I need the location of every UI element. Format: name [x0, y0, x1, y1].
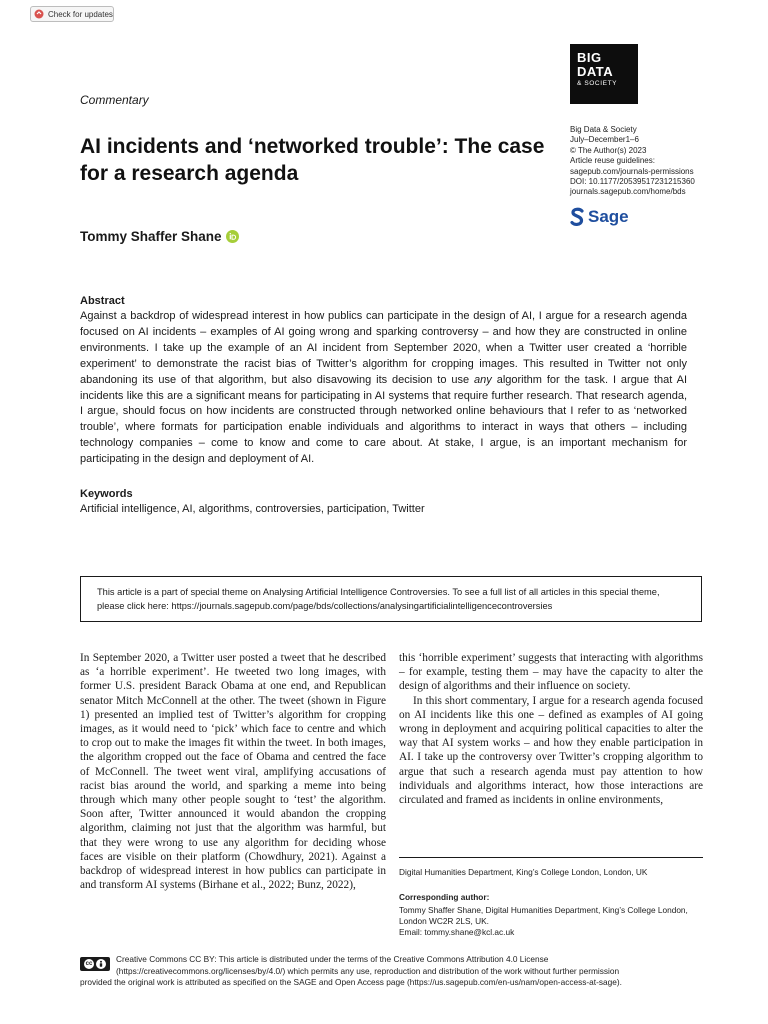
journal-meta — [570, 125, 750, 198]
journal-home-link[interactable]: journals.sagepub.com/home/bds — [570, 187, 686, 197]
check-for-updates-label: Check for updates — [48, 9, 113, 19]
permissions-link[interactable]: sagepub.com/journals-permissions — [570, 166, 694, 176]
reuse-guidelines: Article reuse guidelines: — [570, 156, 655, 166]
doi[interactable]: DOI: 10.1177/20539517231215360 — [570, 177, 695, 187]
abstract-text — [80, 309, 687, 468]
by-person-icon — [96, 959, 106, 969]
keywords-text: Artificial intelligence, AI, algorithms, controversies, participation, Twitter — [80, 503, 425, 515]
corresponding-author-email[interactable]: Email: tommy.shane@kcl.ac.uk — [399, 927, 515, 937]
article-title: AI incidents and ‘networked trouble’: The case for a research agenda — [80, 135, 545, 185]
body-paragraph: In this short commentary, I argue for a research agenda focused on AI incidents like this one – defined as examples of AI going wrong in deployment and acquiring political capacities to alter the way that AI system works – and how they enable participation in AI. I take up the controversy over Twitter’s cropping algorithm to argue that such a research agenda must pay attention to how individuals and algorithms interact, how those interactions are circulated and framed as incidents in online environments, — [399, 694, 703, 807]
keywords-heading: Keywords — [80, 488, 133, 500]
journal-logo — [570, 44, 638, 104]
license-text-continued: provided the original work is attributed as specified on the SAGE and Open Access page (https://us.sagepub.com/en-us/nam/open-access-at-sage). — [80, 977, 622, 987]
affiliation: Digital Humanities Department, King’s College London, London, UK — [399, 867, 648, 877]
check-for-updates-button[interactable] — [30, 6, 114, 22]
abstract-part2: algorithm for the task. I argue that AI incidents like this are a significant means for participating in AI systems that require further research. That research agenda, I argue, should focus on how incidents are constructed through networked online behaviours that I refer to as ‘networked trouble’, where formats for participation enable individuals and algorithms to interact in ways that others – including technology companies – come to know and come to care about. At stake, I argue, is an important mechanism for participating in the design and deployment of AI. — [80, 373, 687, 466]
abstract-part1: Against a backdrop of widespread interest in how publics can participate in the design of AI, I argue for a research agenda focused on AI incidents – examples of AI going wrong and sparking controversy – and how they are constructed in online environments. I take up the example of an AI incident from September 2020, when a Twitter user created a ‘horrible experiment’ to demonstrate the racist bias of Twitter’s algorithm for cropping images. This resulted in Twitter not only abandoning its use of that algorithm, but also disavowing its decision to use — [80, 310, 687, 386]
journal-logo-line3: & SOCIETY — [577, 80, 618, 87]
abstract-italic: any — [474, 373, 492, 386]
author-line — [80, 229, 239, 244]
author-name: Tommy Shaffer Shane — [80, 229, 222, 244]
cc-by-badge[interactable] — [80, 957, 110, 971]
abstract-heading: Abstract — [80, 295, 125, 307]
corresponding-author-heading: Corresponding author: — [399, 892, 490, 902]
orcid-icon[interactable] — [226, 230, 239, 243]
corresponding-author-address: Tommy Shaffer Shane, Digital Humanities Department, King’s College London, London WC2R 2LS, UK. — [399, 905, 688, 926]
journal-logo-line1: BIG — [577, 50, 602, 65]
special-theme-box — [80, 576, 702, 622]
copyright: © The Author(s) 2023 — [570, 145, 647, 155]
journal-name: Big Data & Society — [570, 125, 637, 134]
body-paragraph: In September 2020, a Twitter user posted a tweet that he described as ‘a horrible experiment’. He tweeted two long images, with former U.S. president Barack Obama at one end, and Republican senator Mitch McConnell at the other. The tweet (shown in Figure 1) presented an implied test of Twitter’s algorithm for cropping images, as it would need to ‘pick’ which face to centre and which to crop out to make the images fit within the tweet. In both images, the algorithm cropped out the face of Obama and centred the face of McConnell. The tweet went viral, amplifying accusations of racist bias around the world, and sparking a meme into being through which many other people sought to ‘test’ the algorithm. Soon after, Twitter announced it would abandon the cropping algorithm, claiming not just that the algorithm was harmful, but that they were wrong to use any algorithm for deciding whose faces are visible on their platform (Chowdhury, 2021). Against a backdrop of widespread interest in how publics can participate in and transform AI systems (Birhane et al., 2022; Bunz, 2022), — [80, 652, 386, 892]
special-theme-link[interactable]: https://journals.sagepub.com/page/bds/collections/analysingartificialintelligencecontroversies — [171, 601, 553, 611]
corresponding-author-details — [399, 905, 703, 938]
publisher-name: Sage — [588, 207, 629, 226]
special-theme-text: This article is a part of special theme on Analysing Artificial Intelligence Controversies. To see a full list of all articles in this special theme, please click here: — [97, 587, 660, 611]
journal-logo-line2: DATA — [577, 64, 614, 79]
update-icon — [34, 9, 44, 19]
footnote-divider — [399, 857, 703, 858]
section-label: Commentary — [80, 93, 149, 107]
body-column-left — [80, 651, 386, 892]
cc-icon: cc — [85, 961, 93, 967]
license-text: Creative Commons CC BY: This article is distributed under the terms of the Creative Commons Attribution 4.0 License (https://creativecommons.org/licenses/by/4.0/) which permits any use, reproduction and distribution of the work without further permission — [116, 954, 620, 976]
journal-issue: July–December1–6 — [570, 135, 639, 145]
sage-s-icon — [570, 207, 584, 227]
body-column-right — [399, 651, 703, 807]
publisher-logo — [570, 207, 629, 227]
body-paragraph: this ‘horrible experiment’ suggests that interacting with algorithms – for example, testing them – may have the capacity to alter the design of algorithms and their influence on society. — [399, 652, 703, 693]
